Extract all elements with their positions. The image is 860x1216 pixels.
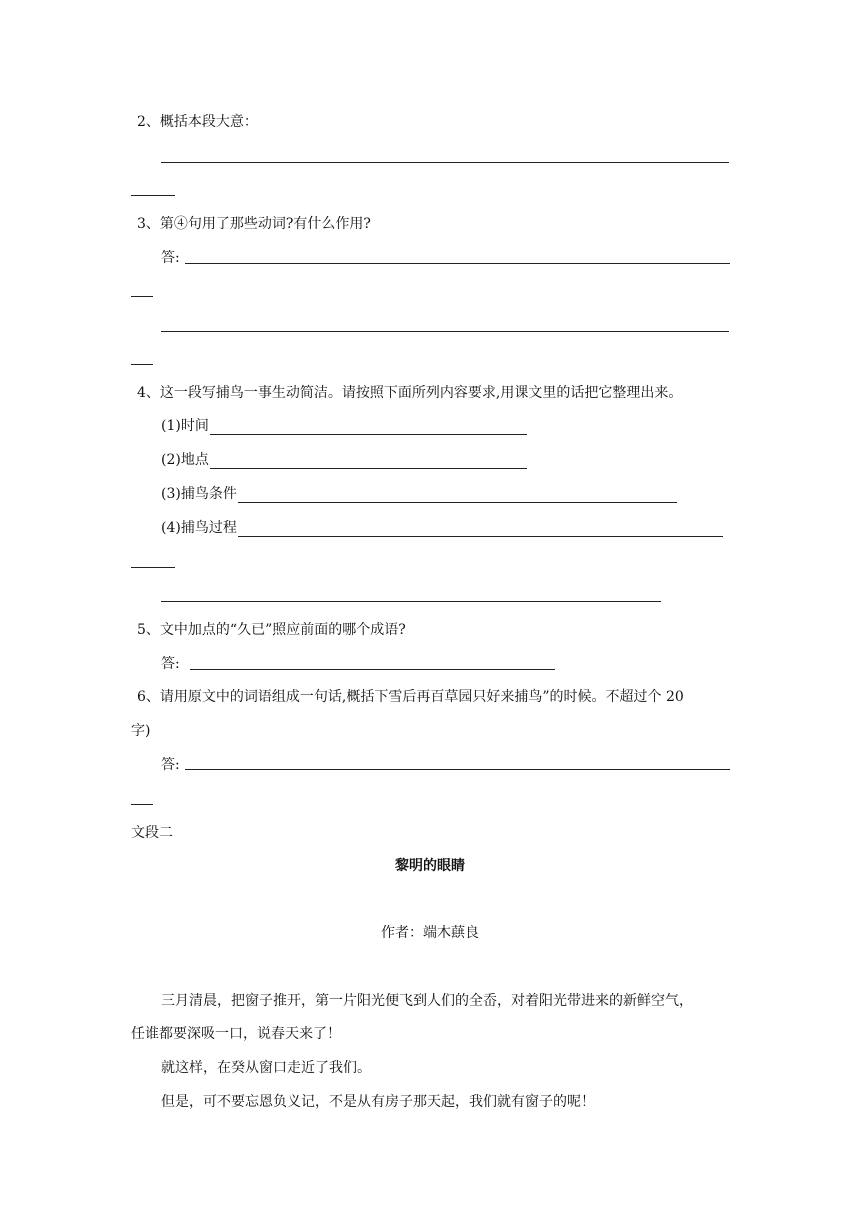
question-4-item-place <box>161 451 527 469</box>
question-4-item-process <box>161 519 723 537</box>
section-label: 文段二 <box>131 825 173 841</box>
question-2: 2、概括本段大意： <box>137 114 258 130</box>
item-label: (4)捕鸟过程 <box>161 520 237 536</box>
answer-label: 答: <box>161 656 180 672</box>
question-6: 6、请用原文中的词语组成一句话,概括下雪后再百草园只好来捕鸟”的时候。不超过个 20 <box>137 689 684 705</box>
answer-line <box>185 263 730 264</box>
question-4: 4、这一段写捕鸟一事生动简洁。请按照下面所列内容要求,用课文里的话把它整理出来。 <box>137 385 683 401</box>
answer-line <box>190 669 555 670</box>
question-4-item-conditions <box>161 485 677 503</box>
question-4-item-time <box>161 417 527 435</box>
passage-paragraph-continuation: 任谁都要深吸一口，说春天来了！ <box>131 1026 341 1042</box>
passage-title: 黎明的眼睛 <box>395 858 465 874</box>
item-label: (1)时间 <box>161 418 209 434</box>
passage-author: 作者：端木蕻良 <box>381 925 479 941</box>
answer-line-continuation <box>131 567 175 568</box>
answer-line-continuation <box>131 296 153 297</box>
answer-label: 答: <box>161 250 180 266</box>
question-6-continuation: 字) <box>131 723 151 739</box>
answer-label: 答: <box>161 757 180 773</box>
question-3: 3、第④句用了那些动词?有什么作用? <box>137 216 371 232</box>
answer-line <box>161 601 661 602</box>
answer-line <box>185 769 730 770</box>
answer-line <box>161 162 729 163</box>
item-label: (3)捕鸟条件 <box>161 486 237 502</box>
answer-line <box>238 488 677 503</box>
answer-line-continuation <box>131 364 153 365</box>
answer-line <box>238 522 723 537</box>
passage-paragraph: 三月清晨，把窗子推开，第一片阳光便飞到人们的全岙，对着阳光带进来的新鲜空气， <box>161 993 693 1009</box>
question-5: 5、文中加点的“久已”照应前面的哪个成语? <box>137 622 406 638</box>
answer-line <box>161 331 729 332</box>
item-label: (2)地点 <box>161 452 209 468</box>
answer-line <box>210 454 527 469</box>
answer-line-continuation <box>131 804 153 805</box>
passage-paragraph: 但是，可不要忘恩负义记，不是从有房子那天起，我们就有窗子的呢！ <box>161 1094 595 1110</box>
answer-line <box>210 420 527 435</box>
passage-paragraph: 就这样，在癸从窗口走近了我们。 <box>161 1060 371 1076</box>
answer-line-continuation <box>131 195 175 196</box>
